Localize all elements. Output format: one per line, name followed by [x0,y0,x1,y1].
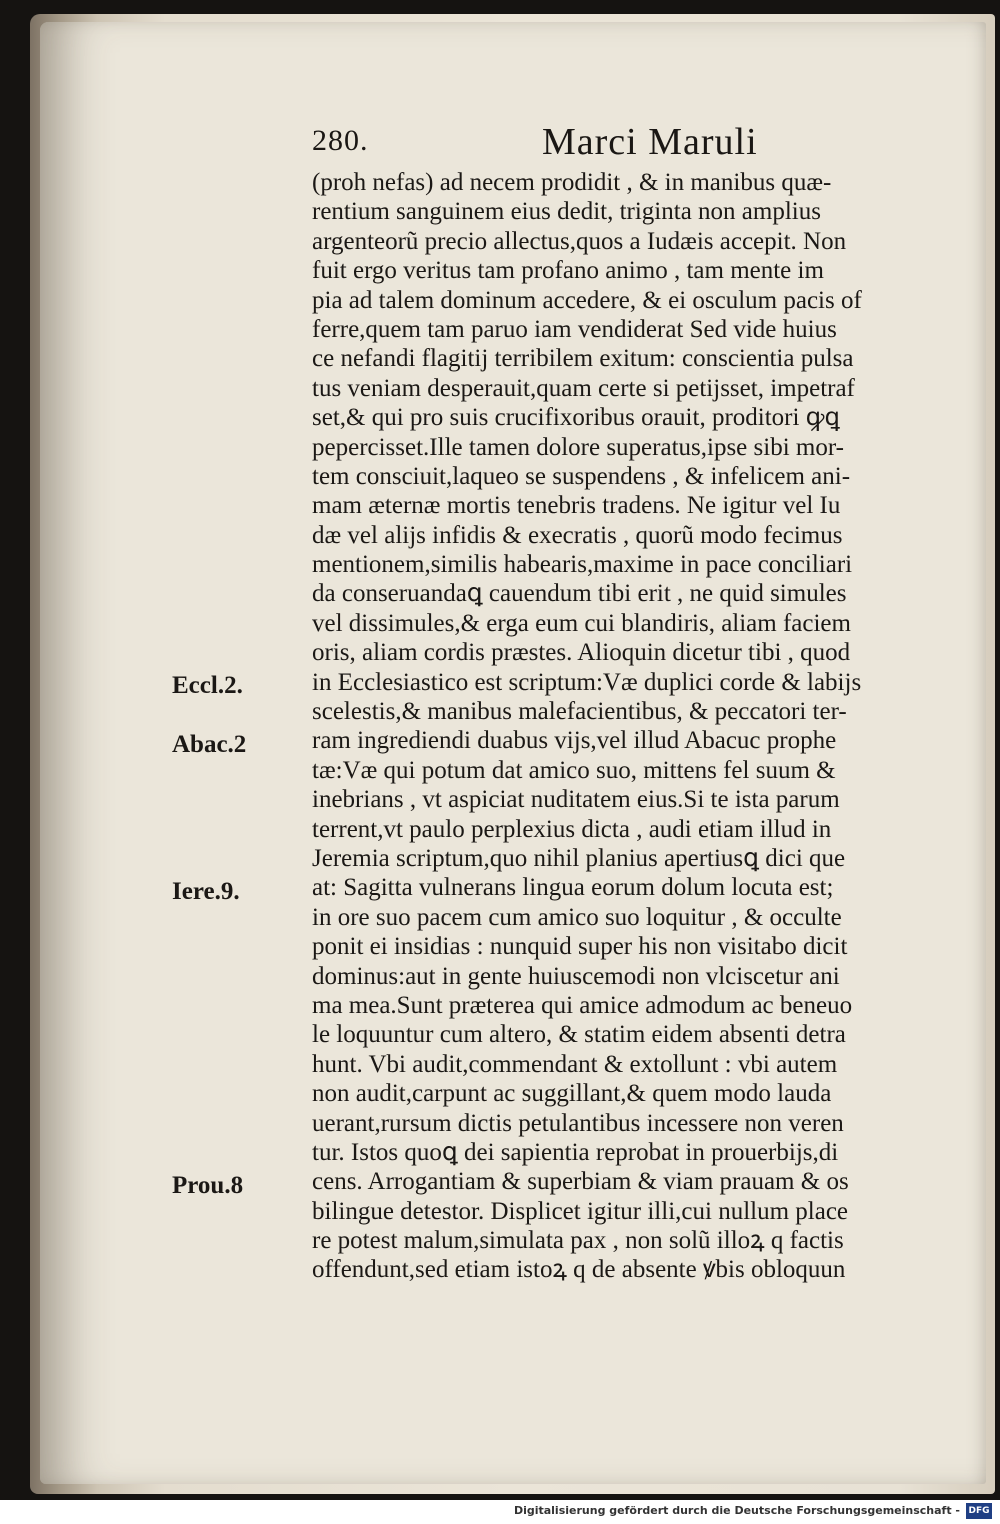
text-line: set,& qui pro suis crucifixoribus orauit, proditori ꝙꝗ [312,404,840,432]
text-line: in Ecclesiastico est scriptum:Væ duplici corde & labijs [312,668,862,696]
text-line: ce nefandi flagitij terribilem exitum: conscientia pulsa [312,345,854,373]
footer-bar [0,1500,1000,1524]
body-text [312,168,952,1285]
text-line: ram ingrediendi duabus vijs,vel illud Abacuc prophe [312,727,837,755]
margin-note: Eccl.2. [172,671,243,699]
margin-note: Abac.2 [172,730,247,758]
text-line: pepercisset.Ille tamen dolore superatus,ipse sibi mor- [312,433,844,461]
text-line: ma mea.Sunt præterea qui amice admodum ac beneuo [312,991,853,1019]
text-line: re potest malum,simulata pax , non solũ illoꝝ q factis [312,1227,844,1255]
text-line: argenteorũ precio allectus,quos a Iudæis accepit. Non [312,227,847,255]
running-head [312,120,952,164]
text-line: bilingue detestor. Displicet igitur illi,cui nullum place [312,1197,849,1225]
text-line: terrent,vt paulo perplexius dicta , audi etiam illud in [312,815,832,843]
text-line: le loquuntur cum altero, & statim eidem absenti detra [312,1021,846,1049]
text-line: da conseruandaꝗ cauendum tibi erit , ne quid simules [312,580,847,608]
dfg-logo: DFG [966,1503,992,1519]
credit-text: Digitalisierung gefördert durch die Deutsche Forschungsgemeinschaft - [513,1504,960,1517]
text-line: scelestis,& manibus malefacientibus, & peccatori ter- [312,698,847,726]
text-line: ponit ei insidias : nunquid super his non visitabo dicit [312,933,848,961]
text-line: Jeremia scriptum,quo nihil planius apertiusꝗ dici que [312,844,846,872]
text-line: dominus:aut in gente huiuscemodi non vlciscetur ani [312,962,840,990]
text-line: hunt. Vbi audit,commendant & extollunt : vbi autem [312,1050,838,1078]
text-line: non audit,carpunt ac suggillant,& quem modo lauda [312,1080,832,1108]
text-line: offendunt,sed etiam istoꝝ q de absente ꝟbis obloquun [312,1256,846,1284]
page-number: 280. [312,124,369,157]
text-line: pia ad talem dominum accedere, & ei osculum pacis of [312,286,862,314]
text-line: cens. Arrogantiam & superbiam & viam prauam & os [312,1168,849,1196]
text-line: inebrians , vt aspiciat nuditatem eius.Si te ista parum [312,786,840,814]
text-line: tæ:Væ qui potum dat amico suo, mittens fel suum & [312,756,836,784]
text-line: at: Sagitta vulnerans lingua eorum dolum locuta est; [312,874,834,902]
text-line: uerant,rursum dictis petulantibus incessere non veren [312,1109,844,1137]
margin-note: Prou.8 [172,1171,244,1199]
text-line: in ore suo pacem cum amico suo loquitur , & occulte [312,903,842,931]
text-line: mentionem,similis habearis,maxime in pace conciliari [312,551,853,579]
text-line: ferre,quem tam paruo iam vendiderat Sed vide huius [312,315,837,343]
text-line: dæ vel alijs infidis & execratis , quorũ modo fecimus [312,521,843,549]
text-line: tur. Istos quoꝗ dei sapientia reprobat in prouerbijs,di [312,1138,839,1166]
text-line: tem consciuit,laqueo se suspendens , & infelicem ani- [312,462,851,490]
text-line: fuit ergo veritus tam profano animo , tam mente im [312,257,824,285]
text-line: (proh nefas) ad necem prodidit , & in manibus quæ- [312,169,832,196]
text-line: mam æternæ mortis tenebris tradens. Ne igitur vel Iu [312,492,841,520]
margin-note: Iere.9. [172,877,240,905]
header-title: Marci Maruli [542,121,758,163]
text-line: vel dissimules,& erga eum cui blandiris, aliam faciem [312,609,851,637]
text-line: tus veniam desperauit,quam certe si petijsset, impetraf [312,374,855,402]
text-line: rentium sanguinem eius dedit, triginta non amplius [312,198,821,226]
text-line: oris, aliam cordis præstes. Alioquin dicetur tibi , quod [312,639,851,667]
